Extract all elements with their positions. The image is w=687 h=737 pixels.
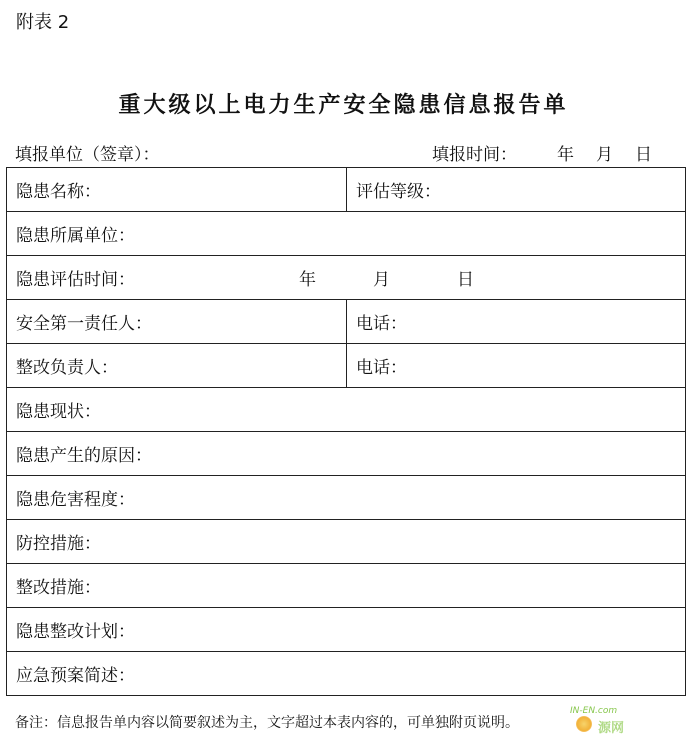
assessment-level-field[interactable]: 评估等级： bbox=[347, 168, 686, 212]
hazard-name-field[interactable]: 隐患名称： bbox=[7, 168, 347, 212]
table-row bbox=[7, 476, 686, 520]
watermark-text: IN-EN.com bbox=[570, 706, 618, 716]
prevention-measures-field[interactable]: 防控措施： bbox=[7, 520, 686, 564]
current-status-field[interactable]: 隐患现状： bbox=[7, 388, 686, 432]
form-title: 重大级以上电力生产安全隐患信息报告单 bbox=[118, 92, 569, 118]
filing-unit-label: 填报单位（签章）： bbox=[15, 145, 160, 165]
table-row bbox=[7, 564, 686, 608]
sun-icon bbox=[576, 716, 592, 732]
filing-month-label: 月 bbox=[596, 145, 613, 165]
table-row bbox=[7, 256, 686, 300]
table-row bbox=[7, 344, 686, 388]
filing-time bbox=[432, 140, 652, 165]
filing-year-label: 年 bbox=[557, 145, 574, 165]
assessment-day-label: 日 bbox=[457, 270, 474, 290]
table-row bbox=[7, 432, 686, 476]
watermark-sub: 源网 bbox=[598, 721, 625, 736]
annex-label: 附表 2 bbox=[16, 12, 70, 33]
table-row bbox=[7, 300, 686, 344]
table-row bbox=[7, 608, 686, 652]
watermark-logo bbox=[570, 704, 682, 734]
filing-time-label: 填报时间： bbox=[432, 145, 517, 165]
assessment-month-label: 月 bbox=[373, 270, 390, 290]
harm-degree-field[interactable]: 隐患危害程度： bbox=[7, 476, 686, 520]
safety-responsible-field[interactable]: 安全第一责任人： bbox=[7, 300, 347, 344]
assessment-time-label: 隐患评估时间： bbox=[16, 270, 135, 290]
assessment-year-label: 年 bbox=[299, 270, 316, 290]
assessment-time-field[interactable] bbox=[7, 256, 686, 300]
owner-unit-field[interactable]: 隐患所属单位： bbox=[7, 212, 686, 256]
hazard-report-table bbox=[6, 167, 686, 696]
table-row bbox=[7, 652, 686, 696]
rectification-measures-field[interactable]: 整改措施： bbox=[7, 564, 686, 608]
table-row bbox=[7, 388, 686, 432]
table-row bbox=[7, 520, 686, 564]
rectification-phone-field[interactable]: 电话： bbox=[347, 344, 686, 388]
rectification-plan-field[interactable]: 隐患整改计划： bbox=[7, 608, 686, 652]
cause-field[interactable]: 隐患产生的原因： bbox=[7, 432, 686, 476]
filing-day-label: 日 bbox=[635, 145, 652, 165]
safety-phone-field[interactable]: 电话： bbox=[347, 300, 686, 344]
rectification-responsible-field[interactable]: 整改负责人： bbox=[7, 344, 347, 388]
emergency-plan-field[interactable]: 应急预案简述： bbox=[7, 652, 686, 696]
table-row bbox=[7, 168, 686, 212]
table-row bbox=[7, 212, 686, 256]
footnote: 备注：信息报告单内容以简要叙述为主，文字超过本表内容的，可单独附页说明。 bbox=[15, 715, 519, 731]
